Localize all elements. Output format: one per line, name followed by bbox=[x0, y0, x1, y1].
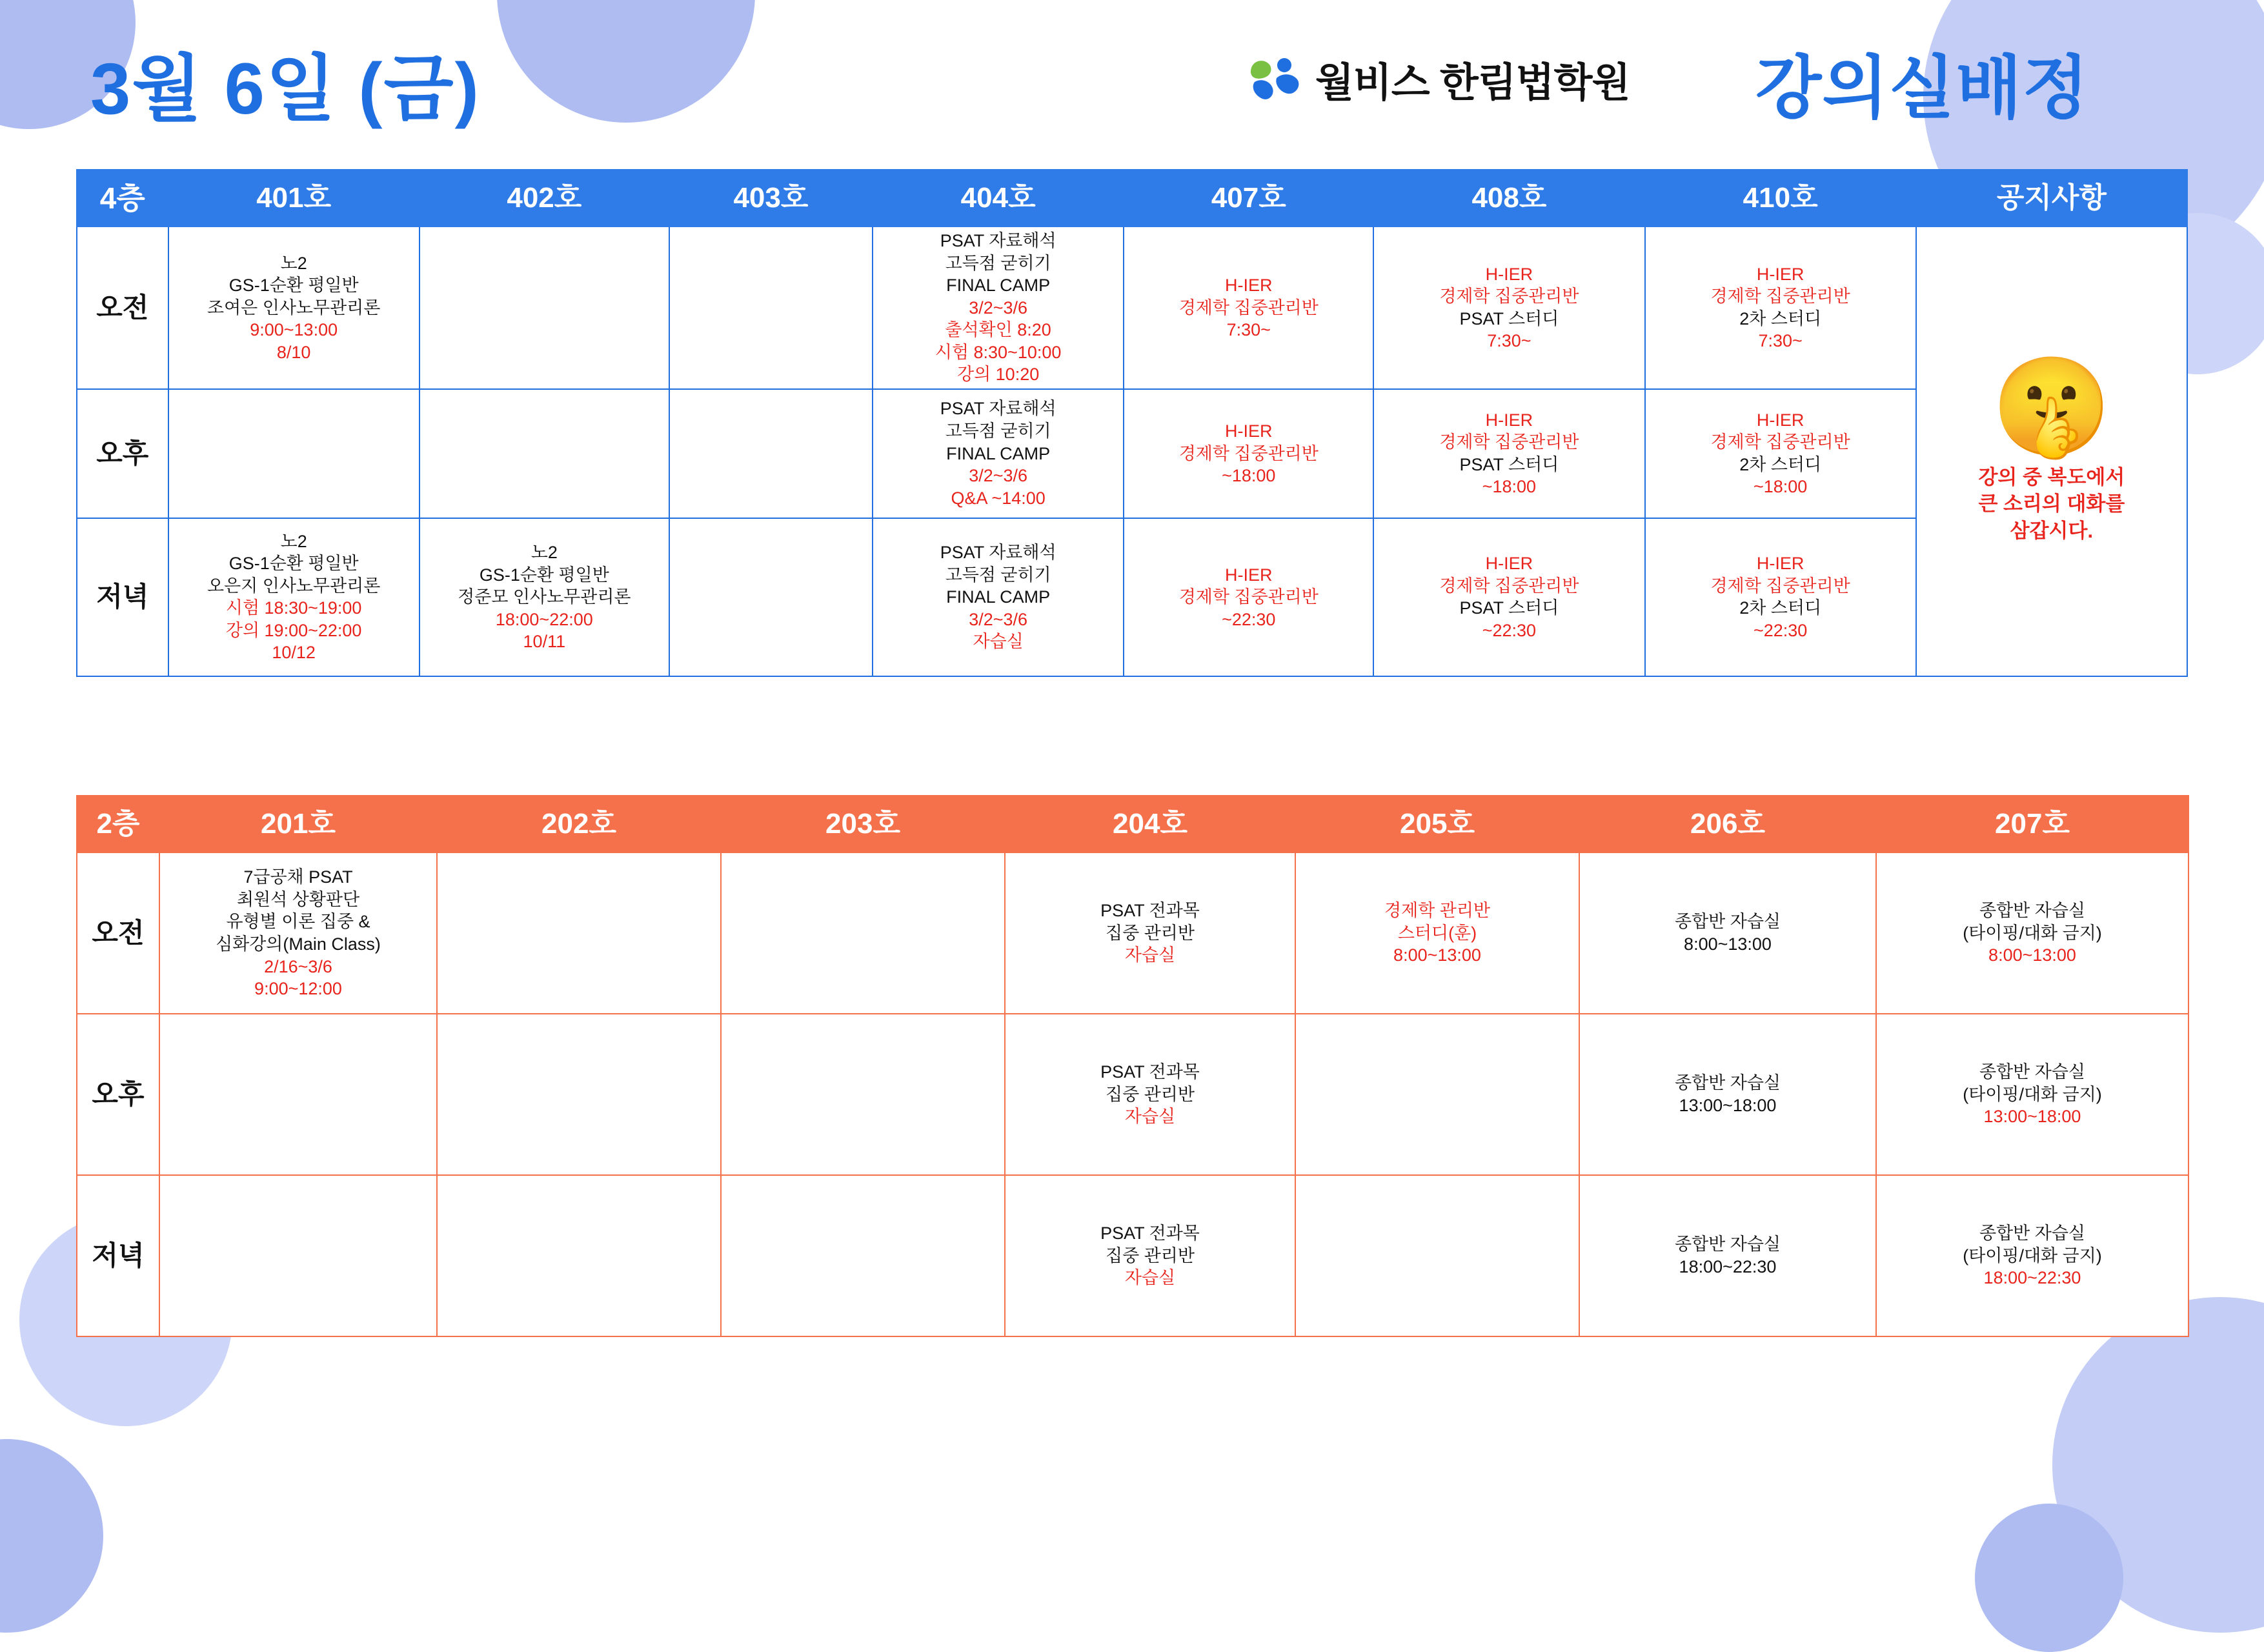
floor4-row-label-afternoon: 오후 bbox=[77, 389, 168, 518]
floor4-label: 4층 bbox=[77, 170, 168, 227]
floor4-col-402: 402호 bbox=[419, 170, 669, 227]
wb-logo-icon bbox=[1246, 52, 1304, 106]
cell-410-morning: H-IER 경제학 집중관리반 2차 스터디 7:30~ bbox=[1645, 227, 1916, 389]
background-blob bbox=[1975, 1504, 2123, 1652]
table-row bbox=[77, 1014, 2188, 1175]
floor4-row-label-evening: 저녁 bbox=[77, 518, 168, 676]
floor2-col-201: 201호 bbox=[159, 796, 437, 852]
cell-401-evening: 노2 GS-1순환 평일반 오은지 인사노무관리론 시험 18:30~19:00 강의 19:00~22:00 10/12 bbox=[168, 518, 419, 676]
brand-block bbox=[1246, 50, 1630, 108]
floor4-col-410: 410호 bbox=[1645, 170, 1916, 227]
floor2-col-203: 203호 bbox=[721, 796, 1005, 852]
cell-402-evening: 노2 GS-1순환 평일반 정준모 인사노무관리론 18:00~22:00 10/11 bbox=[419, 518, 669, 676]
cell-206-evening: 종합반 자습실 18:00~22:30 bbox=[1579, 1175, 1876, 1336]
brand-name: 월비스 한림법학원 bbox=[1315, 61, 1630, 105]
cell-201-evening bbox=[159, 1175, 437, 1336]
cell-407-morning: H-IER 경제학 집중관리반 7:30~ bbox=[1124, 227, 1373, 389]
cell-403-evening bbox=[669, 518, 873, 676]
cell-402-morning bbox=[419, 227, 669, 389]
floor2-header-row bbox=[77, 796, 2188, 852]
cell-404-afternoon: PSAT 자료해석 고득점 굳히기 FINAL CAMP 3/2~3/6 Q&A ~14:00 bbox=[873, 389, 1124, 518]
cell-403-afternoon bbox=[669, 389, 873, 518]
table-row bbox=[77, 389, 2187, 518]
cell-407-evening: H-IER 경제학 집중관리반 ~22:30 bbox=[1124, 518, 1373, 676]
cell-408-afternoon: H-IER 경제학 집중관리반 PSAT 스터디 ~18:00 bbox=[1373, 389, 1644, 518]
cell-207-afternoon: 종합반 자습실 (타이핑/대화 금지) 13:00~18:00 bbox=[1876, 1014, 2188, 1175]
cell-203-afternoon bbox=[721, 1014, 1005, 1175]
floor2-col-204: 204호 bbox=[1005, 796, 1295, 852]
floor2-row-label-morning: 오전 bbox=[77, 852, 159, 1014]
cell-205-evening bbox=[1295, 1175, 1579, 1336]
cell-201-afternoon bbox=[159, 1014, 437, 1175]
table-row bbox=[77, 852, 2188, 1014]
cell-401-morning: 노2 GS-1순환 평일반 조여은 인사노무관리론 9:00~13:00 8/10 bbox=[168, 227, 419, 389]
floor4-header-row bbox=[77, 170, 2187, 227]
floor4-col-403: 403호 bbox=[669, 170, 873, 227]
cell-204-afternoon: PSAT 전과목 집중 관리반 자습실 bbox=[1005, 1014, 1295, 1175]
floor2-col-207: 207호 bbox=[1876, 796, 2188, 852]
notice-text: 강의 중 복도에서 큰 소리의 대화를 삼갑시다. bbox=[1978, 465, 2125, 543]
floor4-schedule-table bbox=[76, 169, 2188, 677]
floor4-col-notice: 공지사항 bbox=[1916, 170, 2187, 227]
cell-202-morning bbox=[437, 852, 721, 1014]
cell-204-evening: PSAT 전과목 집중 관리반 자습실 bbox=[1005, 1175, 1295, 1336]
cell-202-evening bbox=[437, 1175, 721, 1336]
cell-202-afternoon bbox=[437, 1014, 721, 1175]
table-row bbox=[77, 227, 2187, 389]
floor2-col-206: 206호 bbox=[1579, 796, 1876, 852]
cell-207-evening: 종합반 자습실 (타이핑/대화 금지) 18:00~22:30 bbox=[1876, 1175, 2188, 1336]
floor2-col-205: 205호 bbox=[1295, 796, 1579, 852]
notice-panel bbox=[1916, 227, 2187, 676]
cell-404-evening: PSAT 자료해석 고득점 굳히기 FINAL CAMP 3/2~3/6 자습실 bbox=[873, 518, 1124, 676]
floor2-schedule-table bbox=[76, 795, 2189, 1337]
cell-206-morning: 종합반 자습실 8:00~13:00 bbox=[1579, 852, 1876, 1014]
cell-408-evening: H-IER 경제학 집중관리반 PSAT 스터디 ~22:30 bbox=[1373, 518, 1644, 676]
floor2-col-202: 202호 bbox=[437, 796, 721, 852]
cell-402-afternoon bbox=[419, 389, 669, 518]
cell-201-morning: 7급공채 PSAT 최원석 상황판단 유형별 이론 집중 & 심화강의(Main Class) 2/16~3/6 9:00~12:00 bbox=[159, 852, 437, 1014]
floor4-row-label-morning: 오전 bbox=[77, 227, 168, 389]
cell-204-morning: PSAT 전과목 집중 관리반 자습실 bbox=[1005, 852, 1295, 1014]
floor4-col-408: 408호 bbox=[1373, 170, 1644, 227]
cell-408-morning: H-IER 경제학 집중관리반 PSAT 스터디 7:30~ bbox=[1373, 227, 1644, 389]
cell-401-afternoon bbox=[168, 389, 419, 518]
floor2-row-label-afternoon: 오후 bbox=[77, 1014, 159, 1175]
floor4-col-401: 401호 bbox=[168, 170, 419, 227]
shushing-face-icon: 🤫 bbox=[1991, 352, 2112, 461]
page-date-title: 3월 6일 (금) bbox=[90, 48, 480, 129]
cell-404-morning: PSAT 자료해석 고득점 굳히기 FINAL CAMP 3/2~3/6 출석확인 8:20 시험 8:30~10:00 강의 10:20 bbox=[873, 227, 1124, 389]
cell-207-morning: 종합반 자습실 (타이핑/대화 금지) 8:00~13:00 bbox=[1876, 852, 2188, 1014]
page-title: 강의실배정 bbox=[1755, 50, 2089, 126]
cell-203-morning bbox=[721, 852, 1005, 1014]
cell-205-afternoon bbox=[1295, 1014, 1579, 1175]
background-blob bbox=[0, 1439, 103, 1633]
cell-407-afternoon: H-IER 경제학 집중관리반 ~18:00 bbox=[1124, 389, 1373, 518]
cell-410-afternoon: H-IER 경제학 집중관리반 2차 스터디 ~18:00 bbox=[1645, 389, 1916, 518]
cell-410-evening: H-IER 경제학 집중관리반 2차 스터디 ~22:30 bbox=[1645, 518, 1916, 676]
cell-206-afternoon: 종합반 자습실 13:00~18:00 bbox=[1579, 1014, 1876, 1175]
cell-403-morning bbox=[669, 227, 873, 389]
poster-header bbox=[0, 0, 2264, 161]
table-row bbox=[77, 518, 2187, 676]
cell-205-morning: 경제학 관리반 스터디(훈) 8:00~13:00 bbox=[1295, 852, 1579, 1014]
cell-203-evening bbox=[721, 1175, 1005, 1336]
floor2-row-label-evening: 저녁 bbox=[77, 1175, 159, 1336]
floor2-label: 2층 bbox=[77, 796, 159, 852]
floor4-col-407: 407호 bbox=[1124, 170, 1373, 227]
table-row bbox=[77, 1175, 2188, 1336]
floor4-col-404: 404호 bbox=[873, 170, 1124, 227]
